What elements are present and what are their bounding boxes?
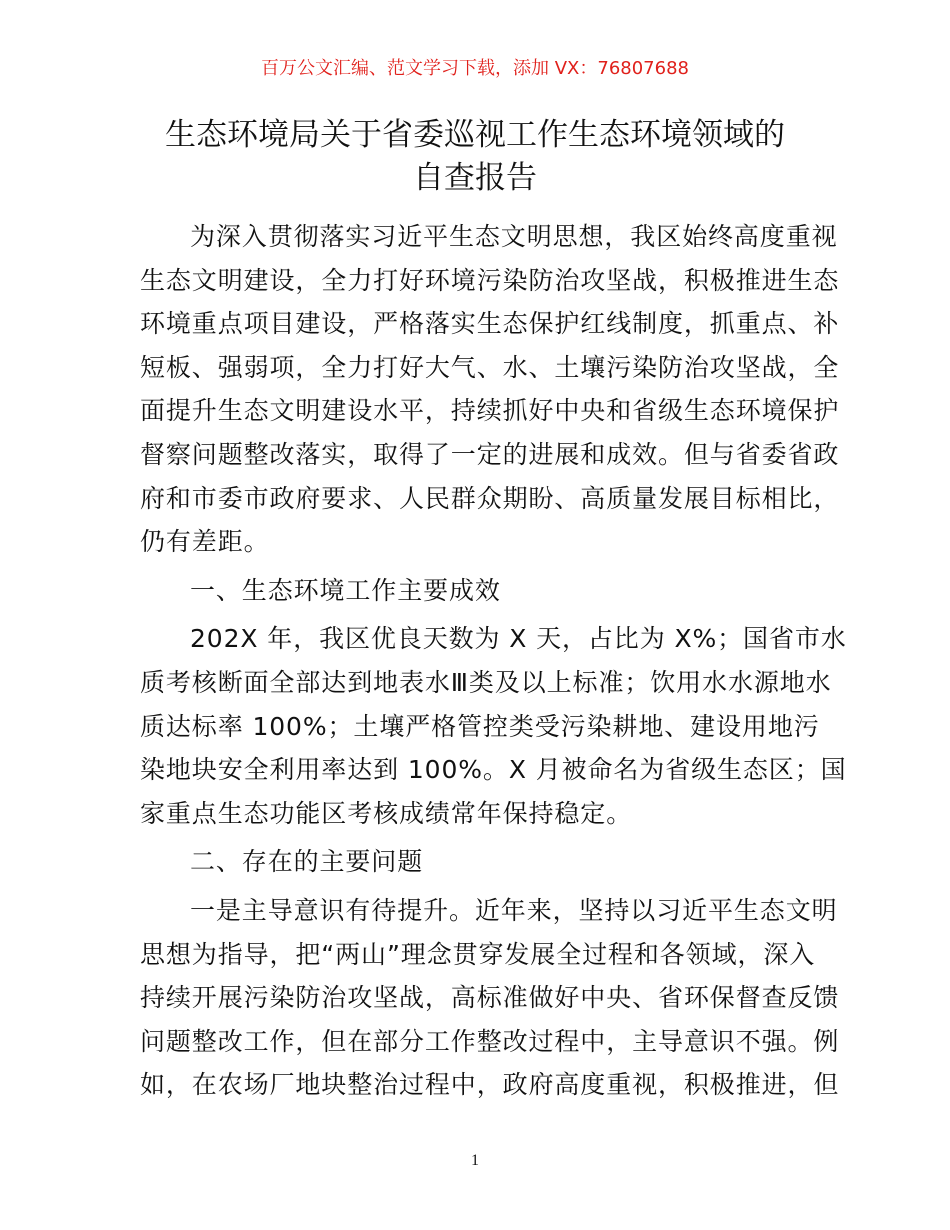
text-line: 一、生态环境工作主要成效 [190,575,501,605]
text-line: 问题整改工作，但在部分工作整改过程中，主导意识不强。例 [140,1026,840,1056]
text-line: 如，在农场厂地块整治过程中，政府高度重视，积极推进，但 [140,1070,840,1100]
text-line: 环境重点项目建设，严格落实生态保护红线制度，抓重点、补 [140,309,840,339]
text-line: 思想为指导，把“两山”理念贯穿发展全过程和各领域，深入 [140,939,816,969]
text-line: 仍有差距。 [140,527,270,557]
document-title [0,114,950,200]
text-line: 督察问题整改落实，取得了一定的进展和成效。但与省委省政 [140,439,840,469]
header-banner: 百万公文汇编、范文学习下载，添加 VX：76807688 [261,58,689,79]
document-body [140,215,847,1112]
page-number: 1 [471,1152,479,1169]
text-line: 面提升生态文明建设水平，持续抓好中央和省级生态环境保护 [140,396,840,426]
text-line: 短板、强弱项，全力打好大气、水、土壤污染防治攻坚战，全 [140,352,840,382]
section-heading [140,840,820,884]
text-line: 家重点生态功能区考核成绩常年保持稳定。 [140,798,633,828]
text-line: 持续开展污染防治攻坚战，高标准做好中央、省环保督查反馈 [140,983,840,1013]
text-line: 质达标率 100%；土壤严格管控类受污染耕地、建设用地污 [140,711,820,741]
title-line: 自查报告 [413,160,537,196]
section-heading [140,569,820,613]
paragraph [140,215,840,564]
text-line: 二、存在的主要问题 [190,847,424,877]
text-line: 202X 年，我区优良天数为 X 天，占比为 X%；国省市水 [190,624,847,654]
paragraph [140,617,847,835]
text-line: 染地块安全利用率达到 100%。X 月被命名为省级生态区；国 [140,755,847,785]
text-line: 质考核断面全部达到地表水Ⅲ类及以上标准；饮用水水源地水 [140,667,832,697]
title-line: 生态环境局关于省委巡视工作生态环境领域的 [165,117,785,153]
text-line: 一是主导意识有待提升。近年来，坚持以习近平生态文明 [190,895,838,925]
paragraph [140,889,840,1107]
text-line: 为深入贯彻落实习近平生态文明思想，我区始终高度重视 [190,222,838,251]
text-line: 生态文明建设，全力打好环境污染防治攻坚战，积极推进生态 [140,265,840,295]
text-line: 府和市委市政府要求、人民群众期盼、高质量发展目标相比， [140,483,840,513]
